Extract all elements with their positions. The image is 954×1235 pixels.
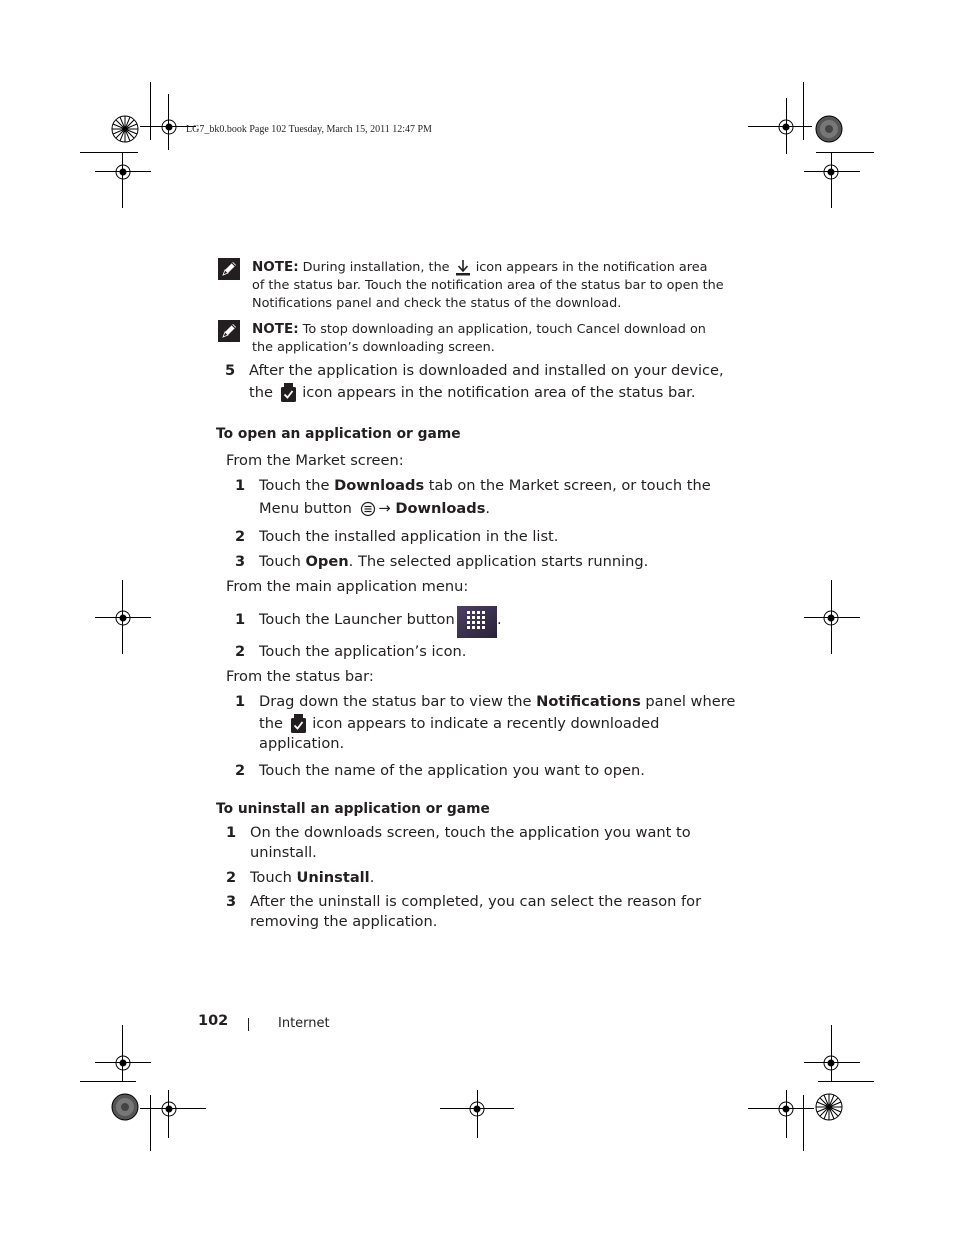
registration-target-icon [114,163,132,181]
registration-target-icon [822,163,840,181]
note-text: of the status bar. Touch the notification area of the status bar to open the [252,278,724,293]
from-menu-label: From the main application menu: [226,578,469,595]
note-text: To stop downloading an application, touch Cancel download on [298,322,706,337]
print-header: LG7_bk0.book Page 102 Tuesday, March 15, 2011 12:47 PM [186,124,432,135]
section-heading-uninstall: To uninstall an application or game [216,801,490,817]
step-number: 2 [235,762,246,779]
step-text: Touch the [259,477,335,494]
step-text: Touch the name of the application you want to open. [259,762,645,779]
uninstall-label: Uninstall [296,869,370,886]
registration-gray-disc-icon [111,1093,139,1121]
step-text: Touch the installed application in the list. [259,528,559,545]
from-status-label: From the status bar: [226,668,374,685]
step-text: uninstall. [250,843,317,861]
registration-gray-disc-icon [815,115,843,143]
registration-target-icon [160,1100,178,1118]
launcher-button-icon [457,606,497,638]
note-text: icon appears in the notification area [471,260,708,275]
step-text: panel where [640,693,736,710]
step-text: After the application is downloaded and installed on your device, [249,362,724,379]
registration-target-icon [114,1054,132,1072]
downloads-label: Downloads [334,477,425,494]
step-number: 1 [226,824,237,841]
step-text: Menu button [259,500,357,517]
step-text: Touch [250,869,297,886]
footer-section-name: Internet [278,1016,330,1031]
step-number: 5 [225,362,236,379]
step-number: 2 [226,869,237,886]
registration-target-icon [822,1054,840,1072]
page-number: 102 [198,1013,229,1029]
note-text: During installation, the [298,260,454,275]
step-text: removing the application. [250,912,438,930]
step-text: . [485,500,491,517]
step-text: icon appears in the notification area of the status bar. [297,384,696,401]
step-text: On the downloads screen, touch the application you want to [250,824,691,841]
registration-target-icon [777,1100,795,1118]
step-text: tab on the Market screen, or touch the [424,477,711,494]
notifications-label: Notifications [536,693,641,710]
step-text: icon appears to indicate a recently downloaded [307,715,660,732]
open-label: Open [305,553,349,570]
registration-target-icon [114,609,132,627]
menu-button-icon [360,501,378,517]
registration-target-icon [822,609,840,627]
registration-target-icon [777,118,795,136]
step-text: Touch [259,553,306,570]
footer-divider [248,1018,249,1031]
step-text: Drag down the status bar to view the [259,693,537,710]
step-number: 2 [235,643,246,660]
registration-starburst-icon [815,1093,843,1121]
registration-target-icon [160,118,178,136]
step-text: the [259,715,288,732]
step-number: 3 [226,893,237,910]
installed-check-icon [278,382,298,404]
from-market-label: From the Market screen: [226,452,404,469]
step-number: 1 [235,477,246,494]
step-number: 3 [235,553,246,570]
step-text: application. [259,735,345,752]
note-text: the application’s downloading screen. [252,340,495,355]
step-number: 1 [235,693,246,710]
note-pencil-icon [218,258,240,280]
downloads-label: Downloads [395,500,486,517]
registration-target-icon [468,1100,486,1118]
note-text: Notifications panel and check the status of the download. [252,296,622,311]
step-text: . [497,611,502,628]
step-text: After the uninstall is completed, you can select the reason for [250,893,702,910]
note-label: NOTE: [252,321,299,337]
section-heading-open: To open an application or game [216,426,461,442]
download-arrow-icon [454,259,472,277]
arrow-icon: → [378,500,391,517]
step-text: Touch the Launcher button [259,611,455,628]
note-label: NOTE: [252,259,299,275]
step-text: . The selected application starts running. [348,553,649,570]
registration-starburst-icon [111,115,139,143]
step-text: Touch the application’s icon. [259,643,467,660]
note-pencil-icon [218,320,240,342]
step-number: 1 [235,611,246,628]
installed-check-icon [288,713,308,735]
step-text: the [249,384,278,401]
step-number: 2 [235,528,246,545]
step-text: . [369,869,375,886]
